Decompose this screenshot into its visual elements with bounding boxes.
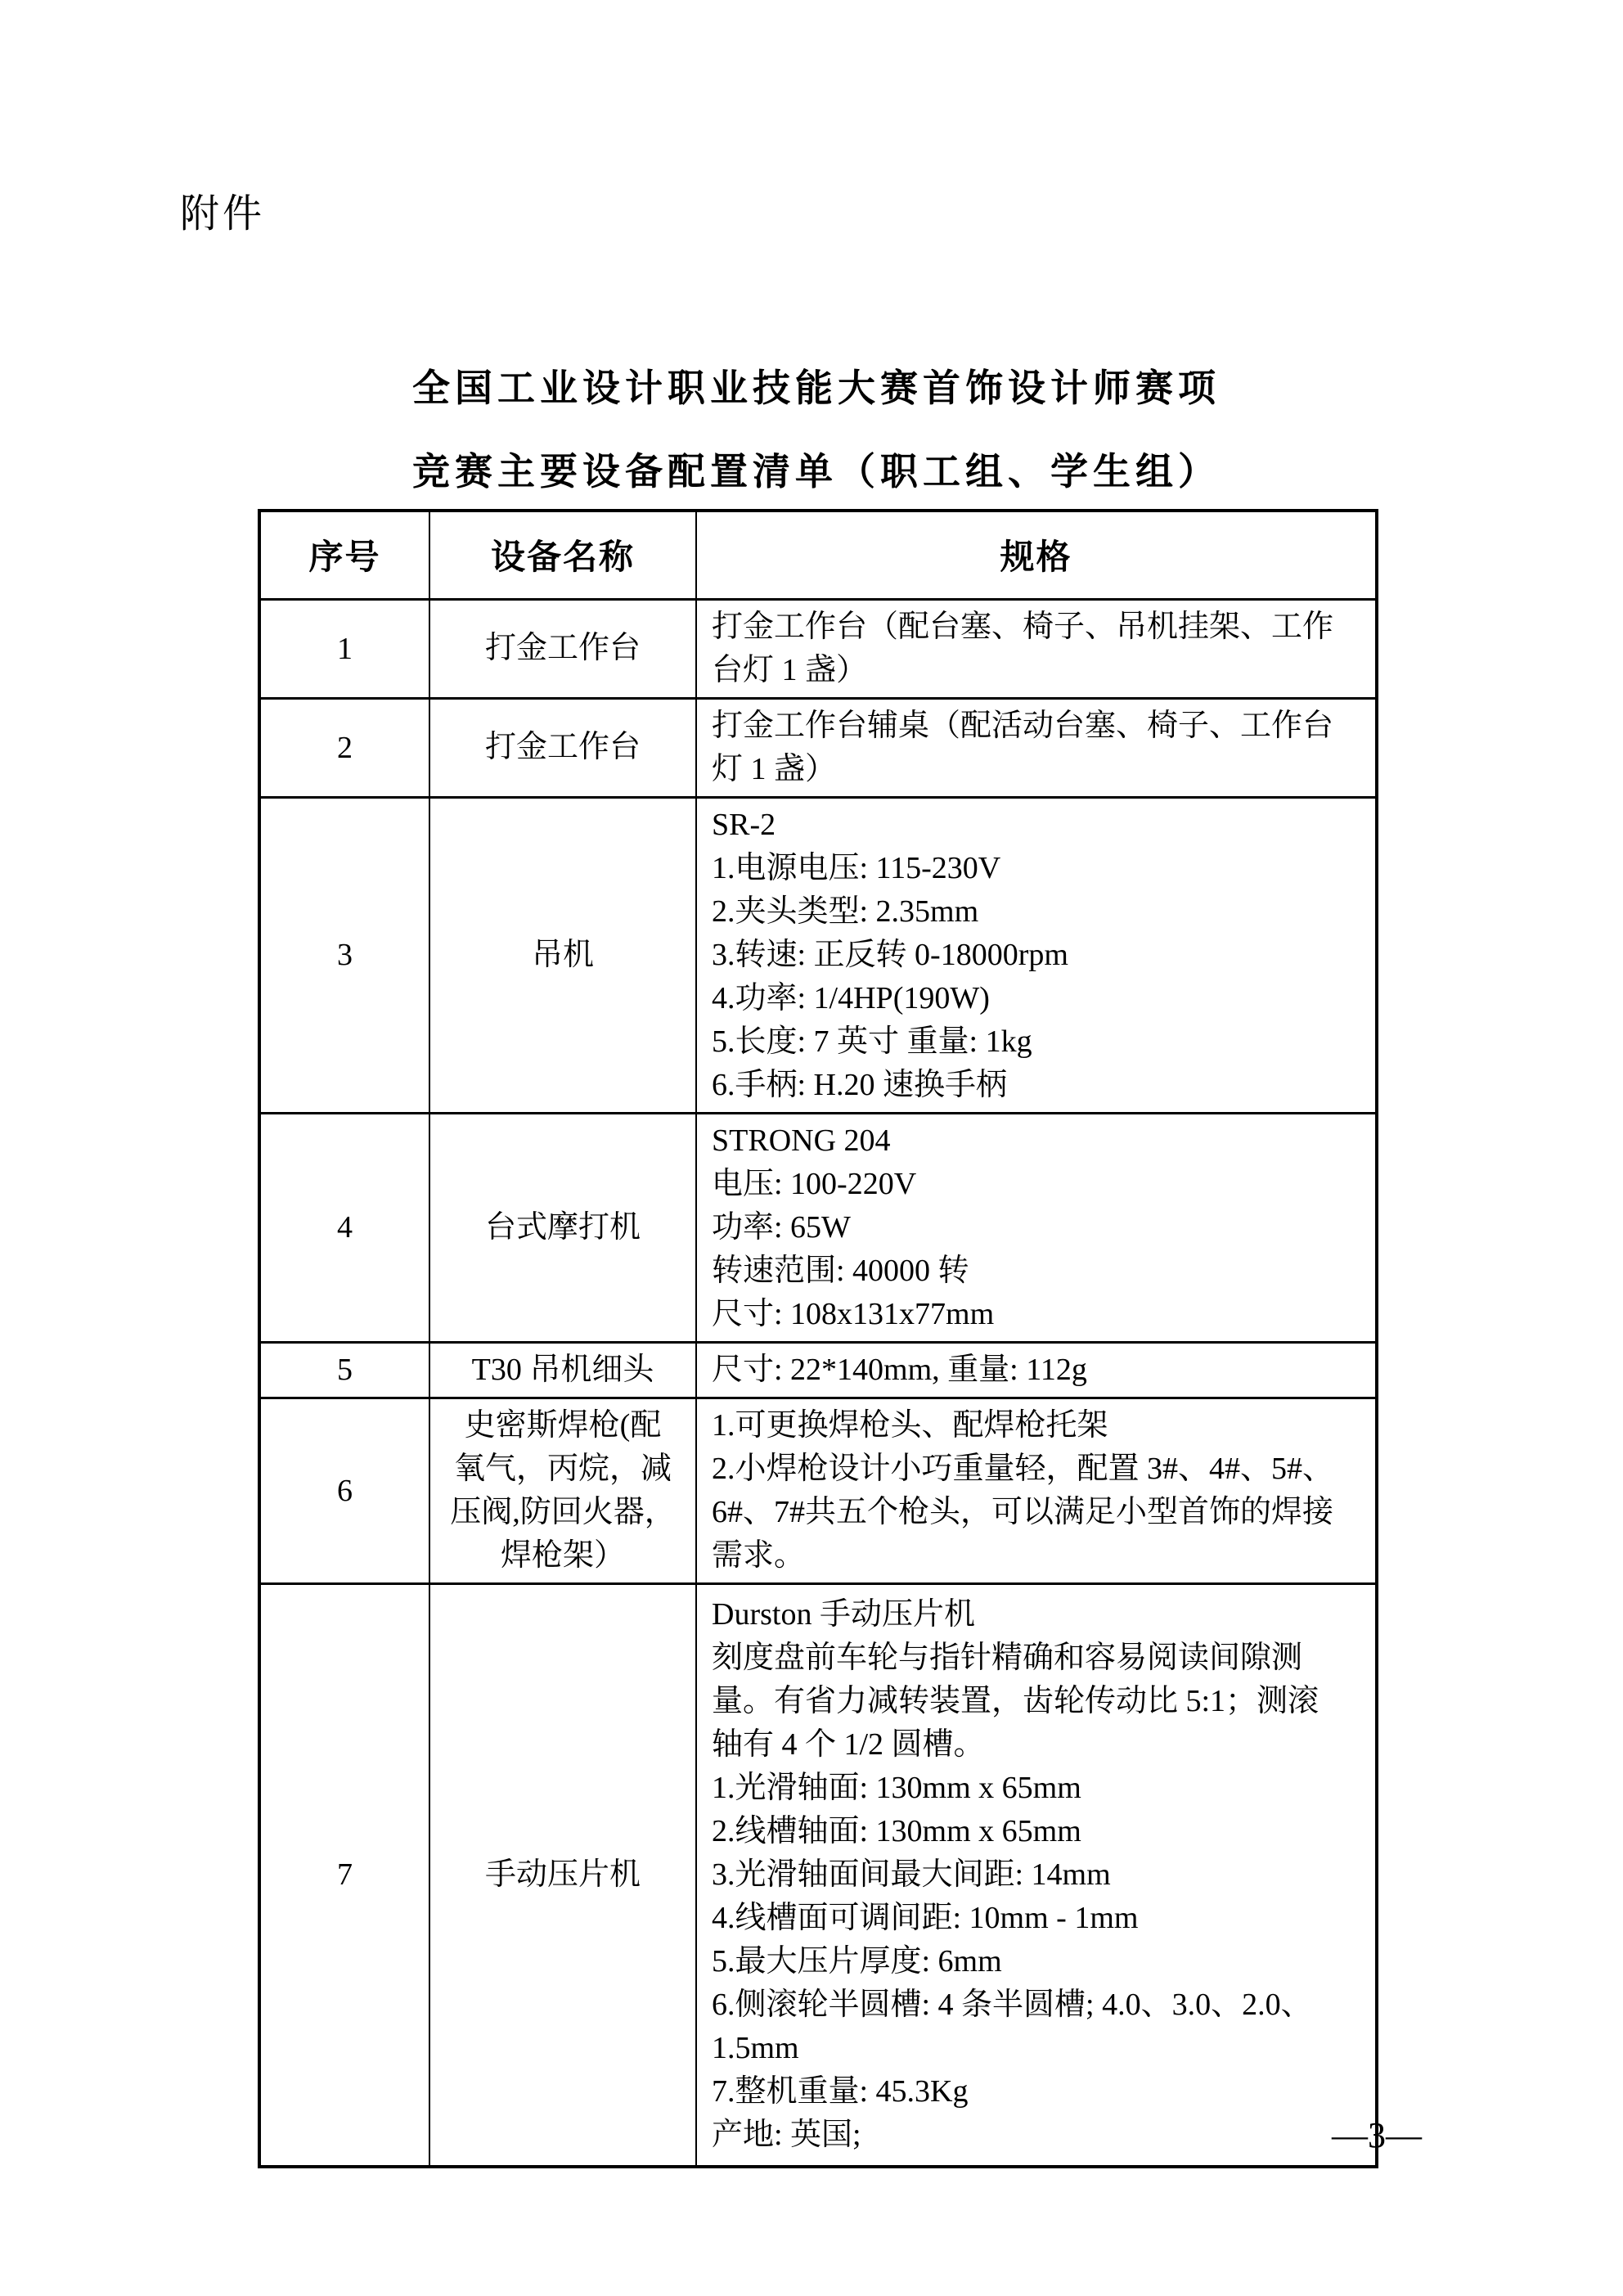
equipment-spec: 尺寸: 22*140mm, 重量: 112g xyxy=(696,1342,1377,1398)
equipment-spec: SR-2 1.电源电压: 115-230V 2.夹头类型: 2.35mm 3.转速: 正反转 0-18000rpm 4.功率: 1/4HP(190W) 5.长度: 7 英寸 重量: 1kg 6.手柄: H.20 速换手柄 xyxy=(696,797,1377,1113)
equipment-table xyxy=(258,509,1378,2168)
equipment-spec: 打金工作台（配台塞、椅子、吊机挂架、工作 台灯 1 盏） xyxy=(696,599,1377,698)
row-number: 6 xyxy=(259,1398,429,1583)
table-row xyxy=(259,1113,1377,1342)
equipment-name: 吊机 xyxy=(429,797,696,1113)
equipment-name: 史密斯焊枪(配 氧气，丙烷，减 压阀,防回火器， 焊枪架） xyxy=(429,1398,696,1583)
row-number: 7 xyxy=(259,1583,429,2167)
table-row xyxy=(259,797,1377,1113)
table-header-row xyxy=(259,511,1377,599)
equipment-name: 打金工作台 xyxy=(429,599,696,698)
attachment-label: 附件 xyxy=(180,192,266,236)
equipment-name: T30 吊机细头 xyxy=(429,1342,696,1398)
equipment-name: 台式摩打机 xyxy=(429,1113,696,1342)
table-row xyxy=(259,1583,1377,2167)
equipment-name: 打金工作台 xyxy=(429,698,696,797)
table-row xyxy=(259,1398,1377,1583)
row-number: 1 xyxy=(259,599,429,698)
col-header-number: 序号 xyxy=(259,511,429,599)
col-header-spec: 规格 xyxy=(696,511,1377,599)
row-number: 4 xyxy=(259,1113,429,1342)
page-number: —3— xyxy=(1332,2115,1422,2155)
table-row xyxy=(259,1342,1377,1398)
equipment-spec: 1.可更换焊枪头、配焊枪托架 2.小焊枪设计小巧重量轻，配置 3#、4#、5#、 6#、7#共五个枪头，可以满足小型首饰的焊接 需求。 xyxy=(696,1398,1377,1583)
row-number: 3 xyxy=(259,797,429,1113)
document-title-line2: 竞赛主要设备配置清单（职工组、学生组） xyxy=(412,451,1221,493)
col-header-equipment-name: 设备名称 xyxy=(429,511,696,599)
equipment-spec: Durston 手动压片机 刻度盘前车轮与指针精确和容易阅读间隙测 量。有省力减转装置，齿轮传动比 5:1；测滚 轴有 4 个 1/2 圆槽。 1.光滑轴面: 130mm x 65mm 2.线槽轴面: 130mm x 65mm 3.光滑轴面间最大间距: 14mm 4.线槽面可调间距: 10mm - 1mm 5.最大压片厚度: 6mm 6.侧滚轮半圆槽: 4 条半圆槽; 4.0、3.0、2.0、 1.5mm 7.整机重量: 45.3Kg 产地: 英国; xyxy=(696,1583,1377,2167)
row-number: 5 xyxy=(259,1342,429,1398)
equipment-name: 手动压片机 xyxy=(429,1583,696,2167)
table-row xyxy=(259,599,1377,698)
row-number: 2 xyxy=(259,698,429,797)
table-row xyxy=(259,698,1377,797)
equipment-spec: 打金工作台辅桌（配活动台塞、椅子、工作台 灯 1 盏） xyxy=(696,698,1377,797)
document-title-line1: 全国工业设计职业技能大赛首饰设计师赛项 xyxy=(412,367,1221,409)
equipment-spec: STRONG 204 电压: 100-220V 功率: 65W 转速范围: 40000 转 尺寸: 108x131x77mm xyxy=(696,1113,1377,1342)
